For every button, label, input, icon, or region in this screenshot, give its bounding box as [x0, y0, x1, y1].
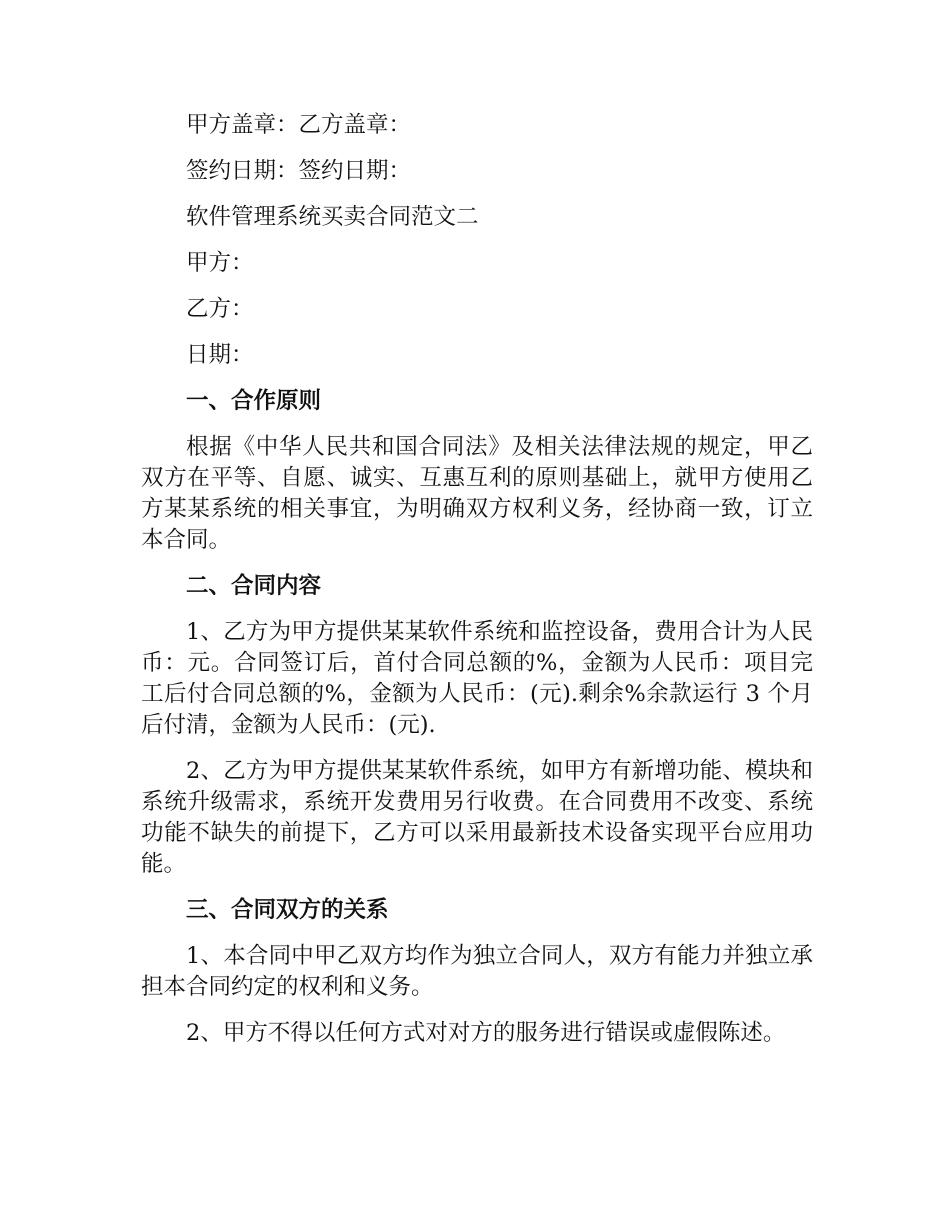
date-line: 日期： — [186, 342, 254, 368]
document-body — [141, 110, 813, 1064]
paragraph-cooperation-principles: 根据《中华人民共和国合同法》及相关法律法规的规定，甲乙双方在平等、自愿、诚实、互惠互利的原则基础上，就甲方使用乙方某某系统的相关事宜，为明确双方权利义务，经协商一致，订立本合同。 — [141, 434, 813, 553]
paragraph-party-relationship-1: 1、本合同中甲乙双方均作为独立合同人，双方有能力并独立承担本合同约定的权利和义务。 — [141, 943, 813, 1000]
section-heading-cooperation-principles: 一、合作原则 — [186, 388, 322, 414]
signing-date-line: 签约日期：签约日期： — [186, 158, 412, 184]
party-b-line: 乙方： — [186, 296, 254, 322]
party-a-seal-line: 甲方盖章：乙方盖章： — [186, 112, 412, 138]
paragraph-contract-content-2: 2、乙方为甲方提供某某软件系统，如甲方有新增功能、模块和系统升级需求，系统开发费用另行收费。在合同费用不改变、系统功能不缺失的前提下，乙方可以采用最新技术设备实现平台应用功能。 — [141, 758, 813, 877]
party-a-line: 甲方： — [186, 250, 254, 276]
paragraph-party-relationship-2: 2、甲方不得以任何方式对对方的服务进行错误或虚假陈述。 — [186, 1020, 786, 1046]
section-heading-party-relationship: 三、合同双方的关系 — [186, 897, 389, 923]
section-heading-contract-content: 二、合同内容 — [186, 573, 322, 599]
contract-title: 软件管理系统买卖合同范文二 — [186, 204, 479, 230]
paragraph-contract-content-1: 1、乙方为甲方提供某某软件系统和监控设备，费用合计为人民币：元。合同签订后，首付合同总额的%，金额为人民币：项目完工后付合同总额的%，金额为人民币：(元).剩余%余款运行 3 个月后付清，金额为人民币：(元). — [141, 619, 813, 738]
